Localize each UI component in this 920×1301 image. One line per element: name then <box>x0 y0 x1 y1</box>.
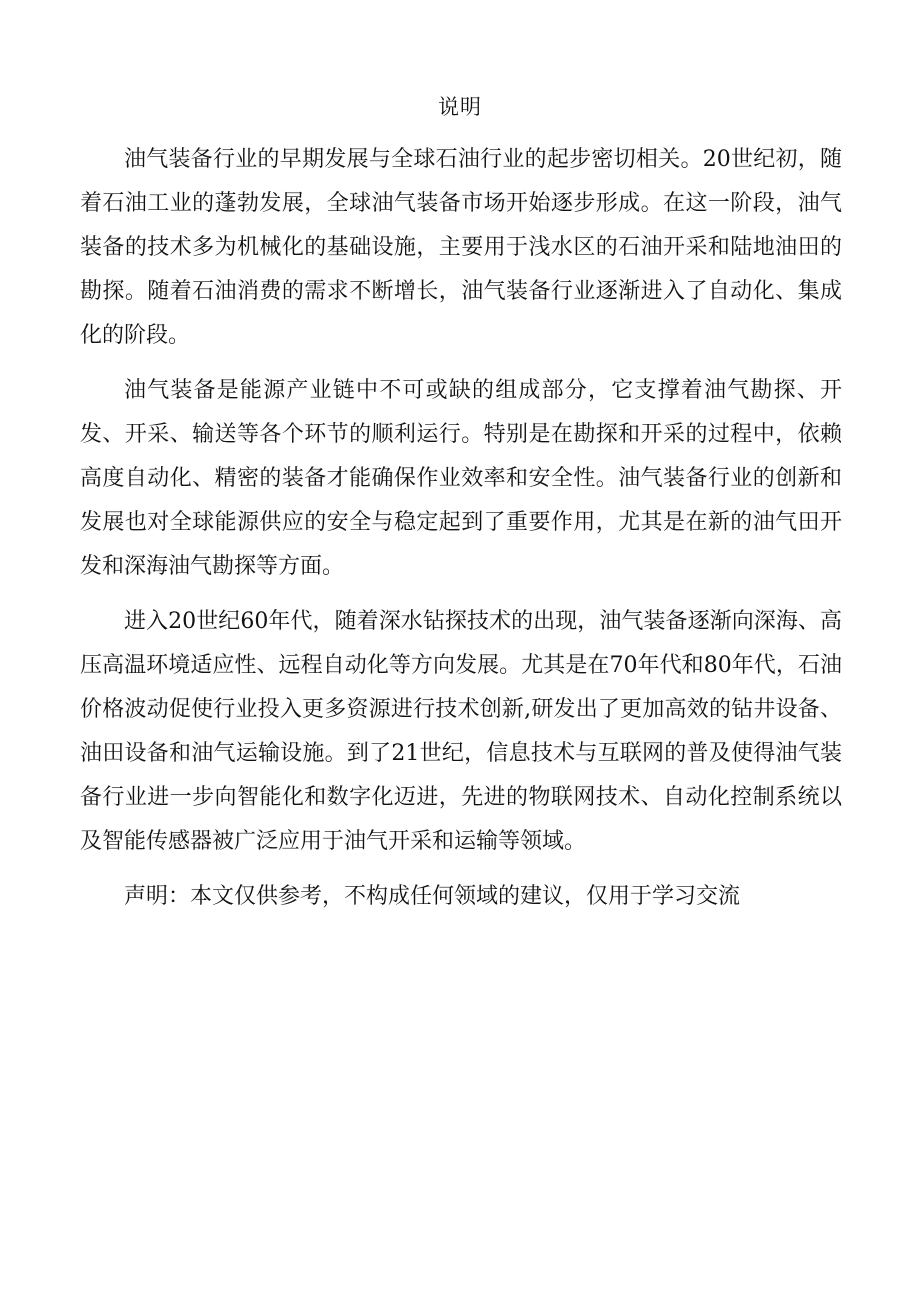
disclaimer-text: 声明：本文仅供参考，不构成任何领域的建议，仅用于学习交流 <box>124 884 741 909</box>
paragraph-technology-evolution: 进入20世纪60年代，随着深水钻探技术的出现，油气装备逐渐向深海、高压高温环境适应性、远程自动化等方向发展。尤其是在70年代和80年代，石油价格波动促使行业投入更多资源进行技术创新,研发出了更加高效的钻井设备、油田设备和油气运输设施。到了21世纪，信息技术与互联网的普及使得油气装备行业进一步向智能化和数字化迈进，先进的物联网技术、自动化控制系统以及智能传感器被广泛应用于油气开采和运输等领域。 <box>80 609 842 854</box>
document-title: 说明 <box>438 95 482 119</box>
paragraph-early-development: 油气装备行业的早期发展与全球石油行业的起步密切相关。20世纪初，随着石油工业的蓬勃发展，全球油气装备市场开始逐步形成。在这一阶段，油气装备的技术多为机械化的基础设施，主要用于浅水区的石油开采和陆地油田的勘探。随着石油消费的需求不断增长，油气装备行业逐渐进入了自动化、集成化的阶段。 <box>80 147 842 348</box>
paragraph-industry-role: 油气装备是能源产业链中不可或缺的组成部分，它支撑着油气勘探、开发、开采、输送等各个环节的顺利运行。特别是在勘探和开采的过程中，依赖高度自动化、精密的装备才能确保作业效率和安全性。油气装备行业的创新和发展也对全球能源供应的安全与稳定起到了重要作用，尤其是在新的油气田开发和深海油气勘探等方面。 <box>80 378 842 579</box>
document-body <box>80 138 842 919</box>
